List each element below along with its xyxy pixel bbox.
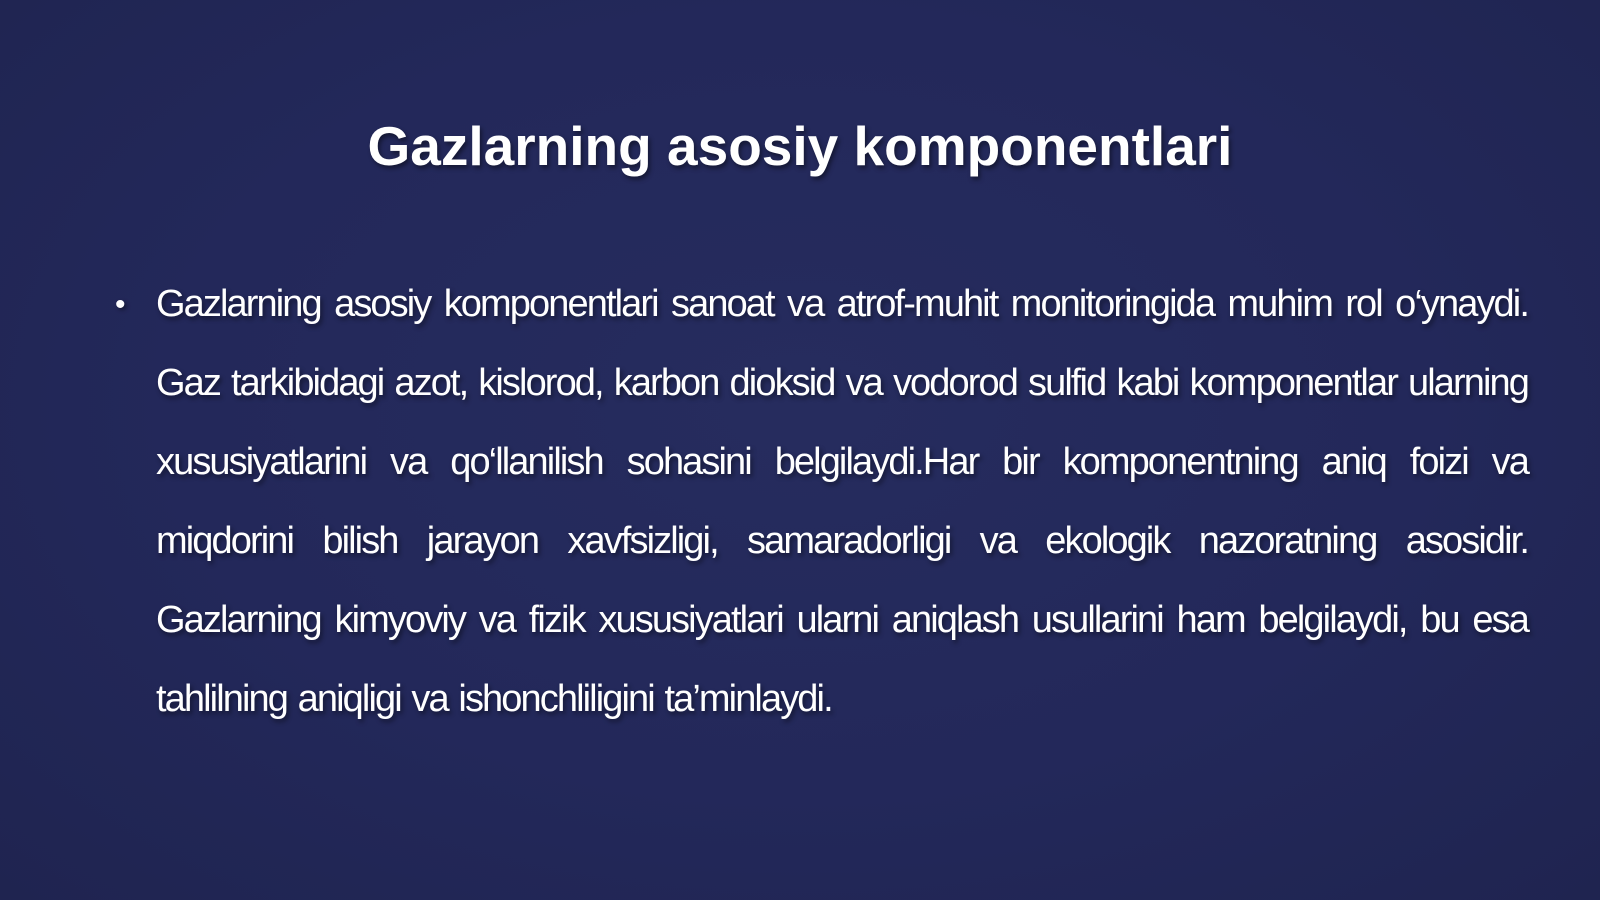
bullet-dot-icon: • xyxy=(115,287,126,321)
slide-title: Gazlarning asosiy komponentlari xyxy=(367,115,1233,177)
bullet-paragraph: Gazlarning asosiy komponentlari sanoat va atrof-muhit monitoringida muhim rol o‘ynaydi. Gaz tarkibidagi azot, kislorod, karbon dioksid va vodorod sulfid kabi komponentlar ularning xususiyatlarini va qo‘llanilish sohasini belgilaydi.Har bir komponentning aniq foizi va miqdorini bilish jarayon xavfsizligi, samaradorligi va ekologik nazoratning asosidir. Gazlarning kimyoviy va fizik xususiyatlari ularni aniqlash usullarini ham belgilaydi, bu esa tahlilning aniqligi va ishonchliligini ta’minlaydi. xyxy=(156,283,1528,720)
